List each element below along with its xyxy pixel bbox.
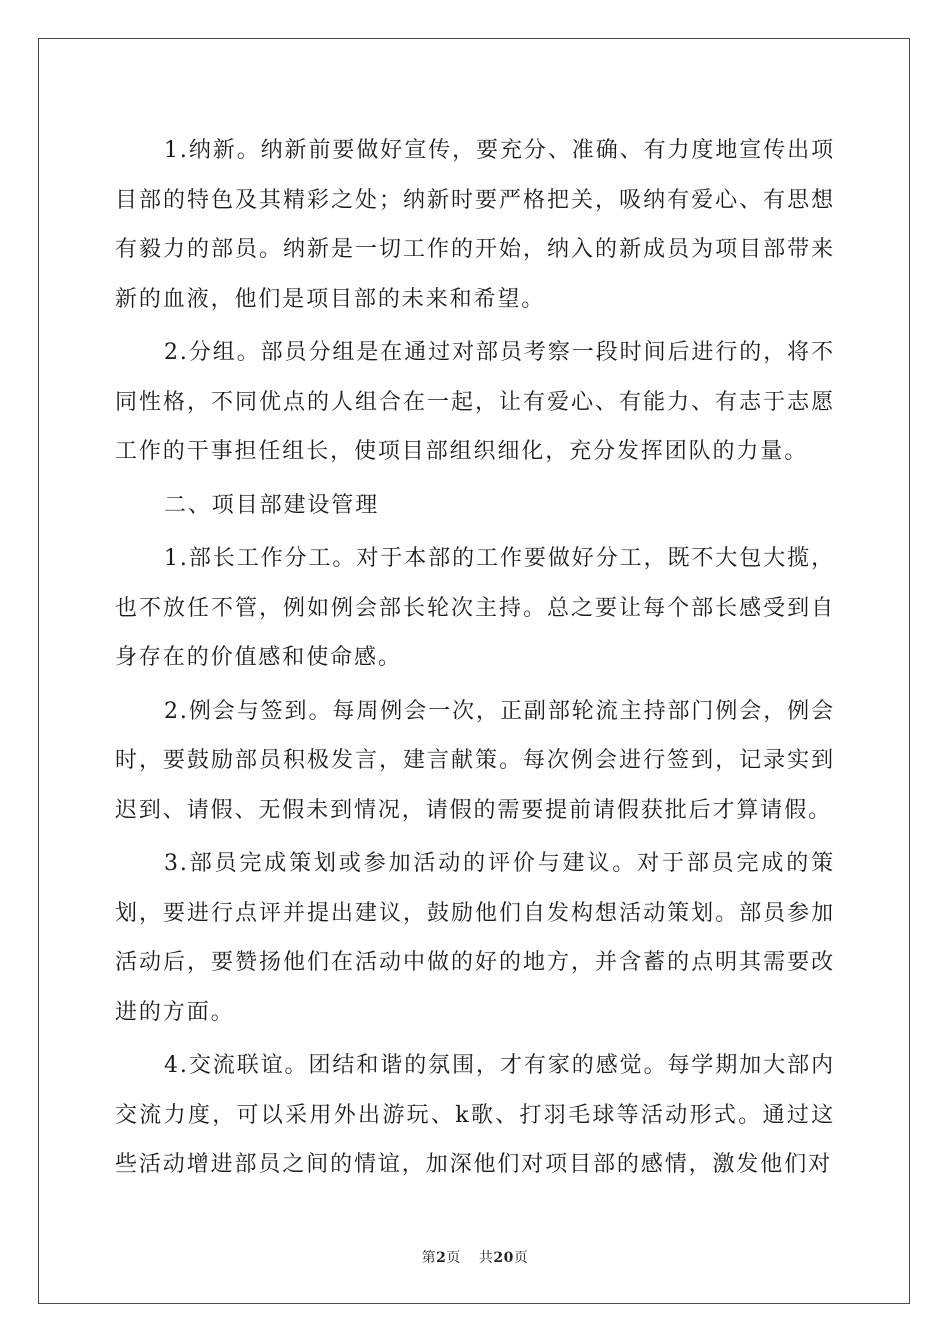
page-footer <box>0 1247 950 1267</box>
document-body <box>115 126 835 1194</box>
page-suffix: 页 <box>446 1250 461 1266</box>
paragraph-division-of-work: 1.部长工作分工。对于本部的工作要做好分工，既不大包大揽，也不放任不管，例如例会部长轮次主持。总之要让每个部长感受到自身存在的价值感和使命感。 <box>115 546 835 670</box>
total-suffix: 页 <box>513 1250 529 1266</box>
total-prefix: 共 <box>478 1250 494 1266</box>
paragraph-exchange: 4.交流联谊。团结和谐的氛围，才有家的感觉。每学期加大部内交流力度，可以采用外出游玩、k歌、打羽毛球等活动形式。通过这些活动增进部员之间的情谊，加深他们对项目部的感情，激发他们对 <box>115 1053 835 1177</box>
current-page-number: 2 <box>436 1250 447 1266</box>
paragraph-recruitment: 1.纳新。纳新前要做好宣传，要充分、准确、有力度地宣传出项目部的特色及其精彩之处；纳新时要严格把关，吸纳有爱心、有思想有毅力的部员。纳新是一切工作的开始，纳入的新成员为项目部带来新的血液，他们是项目部的未来和希望。 <box>115 138 835 312</box>
paragraph-evaluation: 3.部员完成策划或参加活动的评价与建议。对于部员完成的策划，要进行点评并提出建议，鼓励他们自发构想活动策划。部员参加活动后，要赞扬他们在活动中做的好的地方，并含蓄的点明其需要改进的方面。 <box>115 851 835 1025</box>
paragraph-grouping: 2.分组。部员分组是在通过对部员考察一段时间后进行的，将不同性格，不同优点的人组合在一起，让有爱心、有能力、有志于志愿工作的干事担任组长，使项目部组织细化，充分发挥团队的力量。 <box>115 340 835 464</box>
section-heading: 二、项目部建设管理 <box>164 492 380 518</box>
paragraph-meetings: 2.例会与签到。每周例会一次，正副部轮流主持部门例会，例会时，要鼓励部员积极发言，建言献策。每次例会进行签到，记录实到迟到、请假、无假未到情况，请假的需要提前请假获批后才算请假。 <box>115 698 835 823</box>
page-prefix: 第 <box>421 1250 437 1266</box>
total-page-number: 20 <box>493 1250 514 1266</box>
